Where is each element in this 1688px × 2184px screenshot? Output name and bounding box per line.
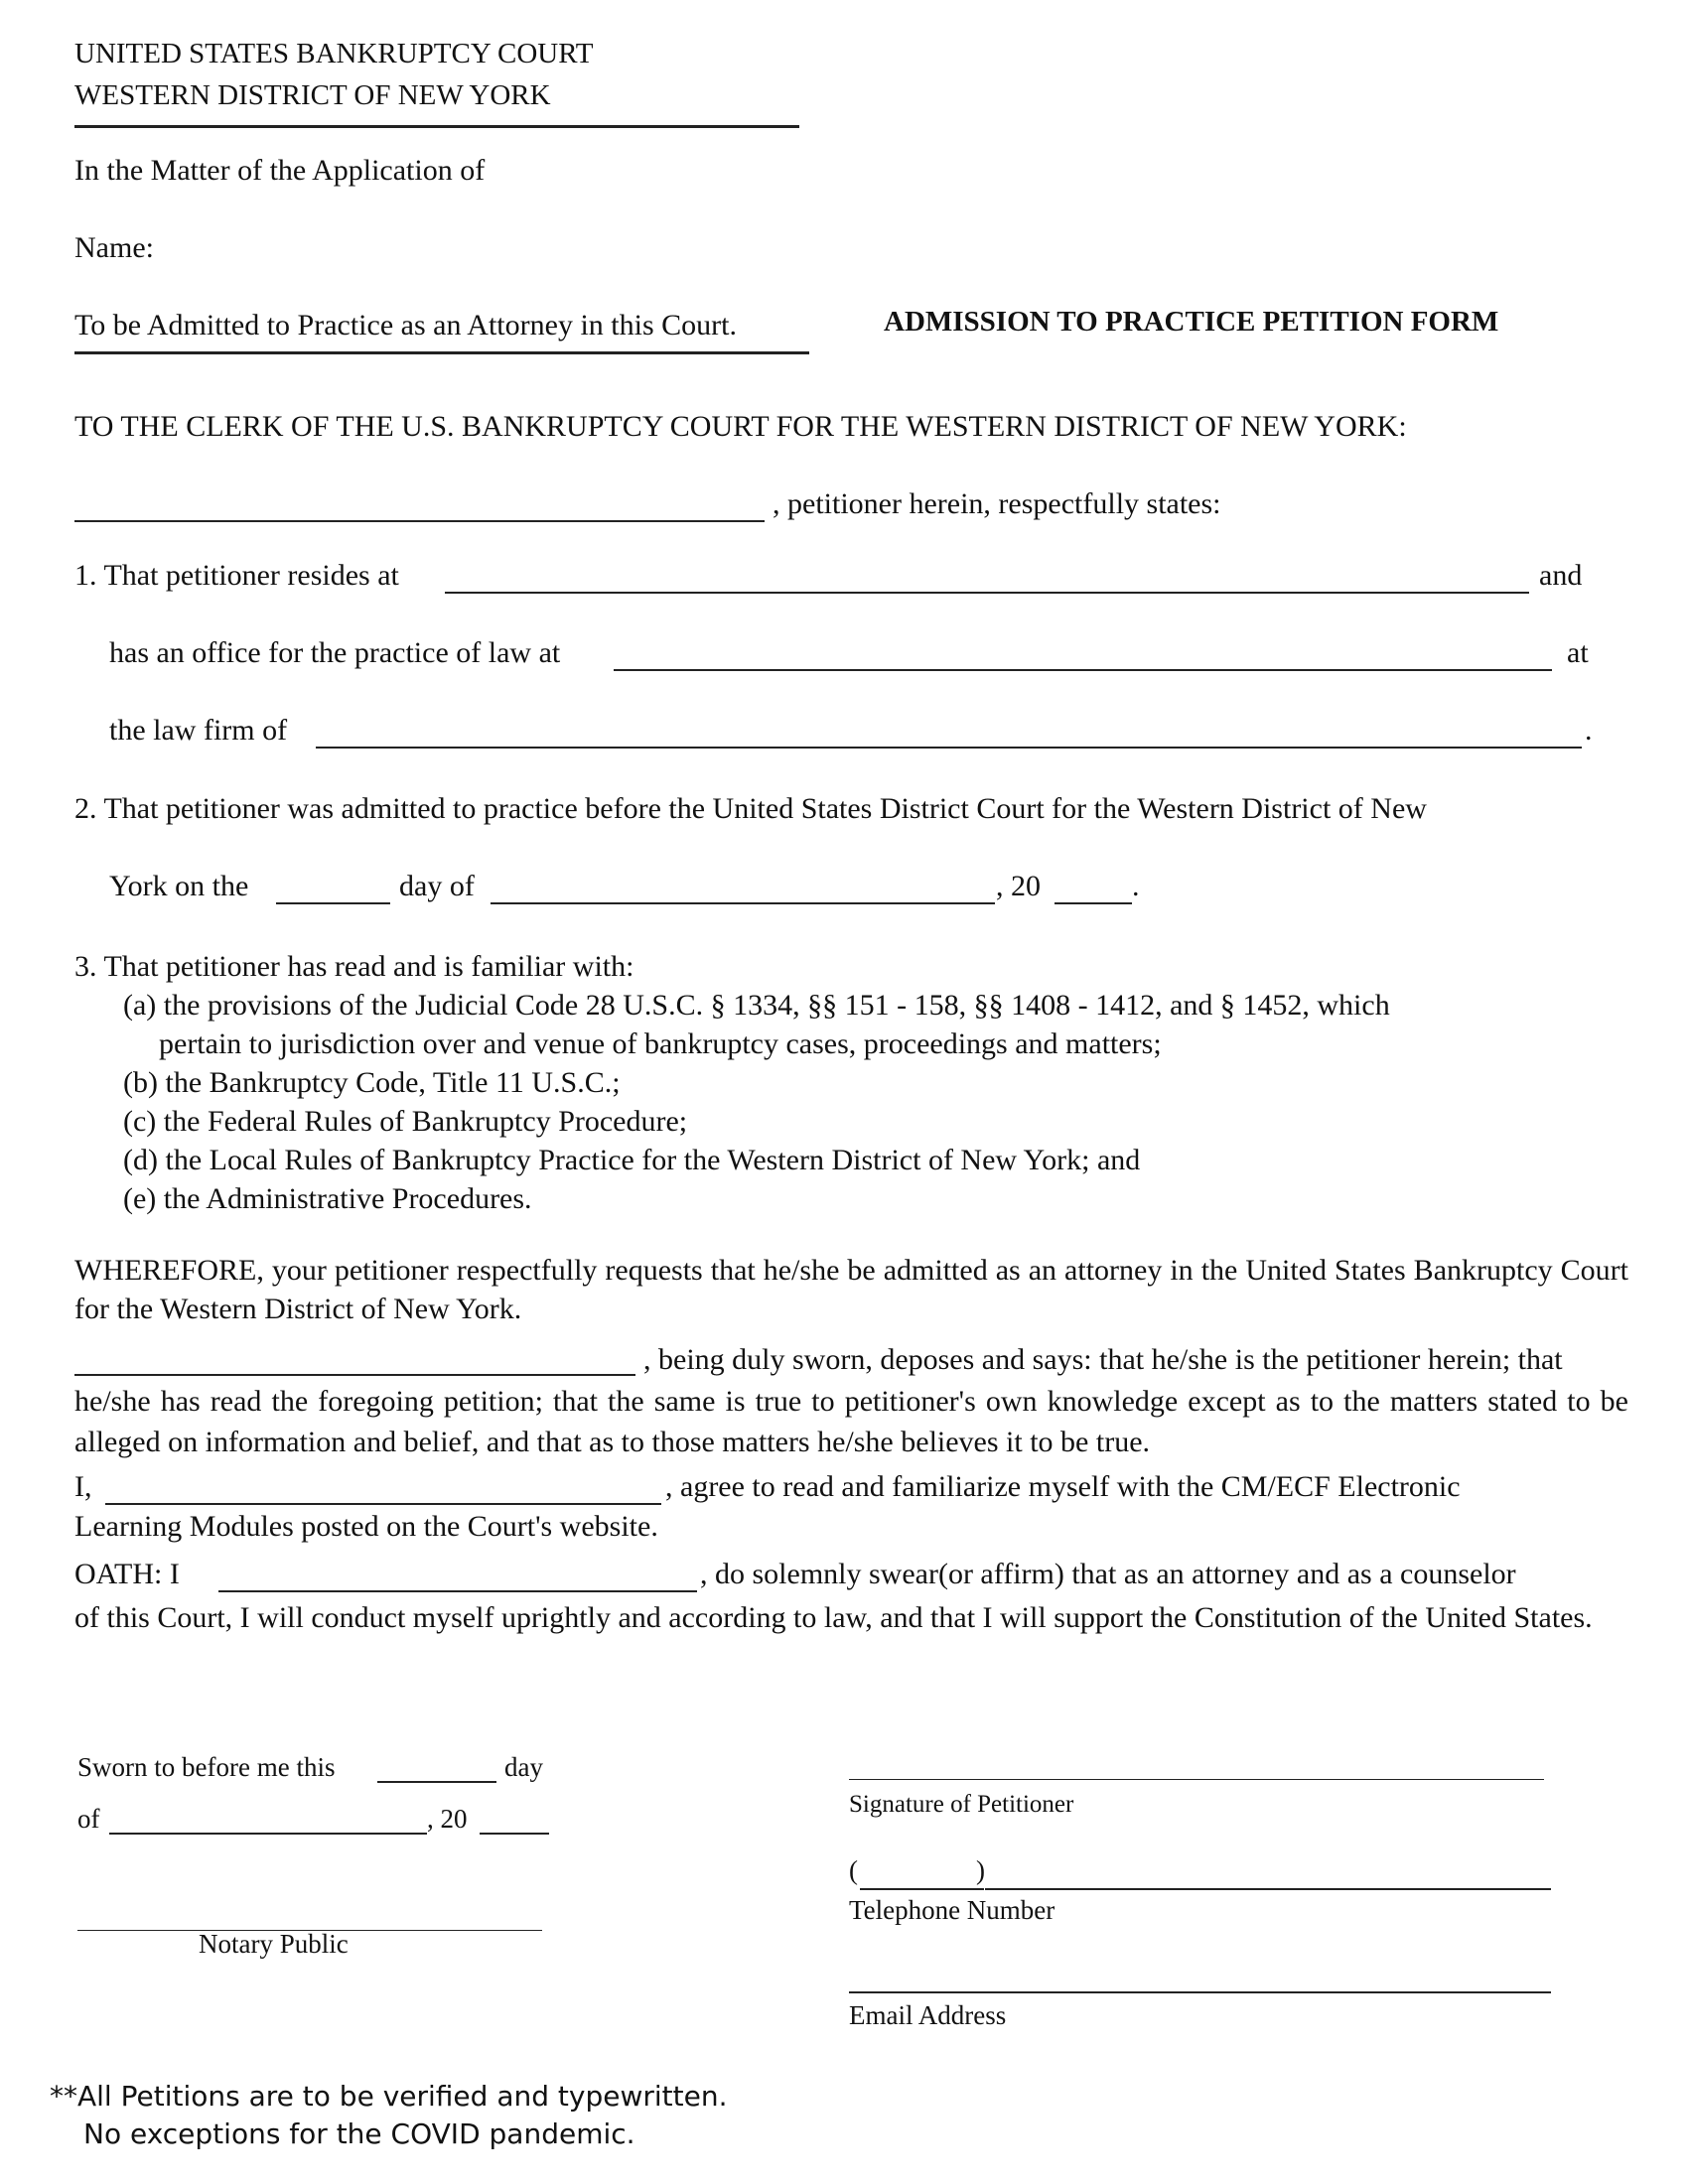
- name-label: Name:: [74, 231, 154, 264]
- admitted-text: To be Admitted to Practice as an Attorney in this Court.: [74, 309, 737, 341]
- firm-period: .: [1585, 714, 1593, 747]
- day-of-text: day of: [399, 870, 475, 902]
- telephone-field[interactable]: [985, 1886, 1551, 1890]
- list-item: (c) the Federal Rules of Bankruptcy Procedure;: [123, 1105, 688, 1138]
- deponent-name-field[interactable]: [74, 1372, 635, 1376]
- phone-close-paren: ): [976, 1855, 985, 1885]
- office-address-field[interactable]: [614, 667, 1552, 671]
- sworn-before-me: Sworn to before me this: [77, 1752, 336, 1782]
- para2-period: .: [1132, 870, 1140, 902]
- oath-name-field[interactable]: [218, 1588, 697, 1592]
- matter-text: In the Matter of the Application of: [74, 154, 486, 187]
- admission-day-field[interactable]: [276, 900, 390, 904]
- court-district: WESTERN DISTRICT OF NEW YORK: [74, 79, 551, 111]
- firm-label: the law firm of: [109, 714, 288, 747]
- and-text: and: [1539, 559, 1583, 592]
- list-item: (d) the Local Rules of Bankruptcy Practice for the Western District of New York; and: [123, 1144, 1141, 1176]
- signature-label: Signature of Petitioner: [849, 1791, 1074, 1818]
- year-prefix-text: , 20: [996, 870, 1041, 902]
- agree-text-first: , agree to read and familiarize myself with the CM/ECF Electronic: [665, 1470, 1461, 1503]
- admitted-district-text: 2. That petitioner was admitted to practice before the United States District Court for the Western District of New: [74, 792, 1427, 825]
- notary-public-label: Notary Public: [199, 1929, 349, 1959]
- york-on-the-text: York on the: [109, 870, 249, 902]
- phone-open-paren: (: [849, 1855, 858, 1885]
- telephone-label: Telephone Number: [849, 1895, 1055, 1925]
- familiar-intro: 3. That petitioner has read and is familiar with:: [74, 950, 634, 983]
- notary-month-field[interactable]: [109, 1831, 427, 1835]
- petitioner-states: , petitioner herein, respectfully states:: [773, 487, 1221, 520]
- area-code-field[interactable]: [860, 1886, 984, 1890]
- sworn-statement-first: , being duly sworn, deposes and says: that he/she is the petitioner herein; that: [643, 1343, 1563, 1376]
- court-name: UNITED STATES BANKRUPTCY COURT: [74, 38, 594, 69]
- list-item: pertain to jurisdiction over and venue of bankruptcy cases, proceedings and matters;: [159, 1027, 1162, 1060]
- list-item: (b) the Bankruptcy Code, Title 11 U.S.C.;: [123, 1066, 621, 1099]
- resides-label: 1. That petitioner resides at: [74, 559, 399, 592]
- email-label: Email Address: [849, 2000, 1007, 2030]
- list-item: (a) the provisions of the Judicial Code 28 U.S.C. § 1334, §§ 151 - 158, §§ 1408 - 1412, and § 1452, which: [123, 989, 1390, 1022]
- admission-year-field[interactable]: [1055, 900, 1132, 904]
- residence-field[interactable]: [445, 590, 1529, 594]
- admission-month-field[interactable]: [491, 900, 995, 904]
- header-rule: [74, 123, 799, 128]
- form-title: ADMISSION TO PRACTICE PETITION FORM: [884, 306, 1499, 338]
- notary-day-field[interactable]: [377, 1779, 496, 1783]
- oath-text-rest: of this Court, I will conduct myself uprightly and according to law, and that I will support the Constitution of the United States.: [74, 1601, 1593, 1634]
- sworn-statement-rest: he/she has read the foregoing petition; that the same is true to petitioner's own knowledge except as to the matters stated to be alleged on information and belief, and that as to those matters he/she believes it to be true.: [74, 1385, 1628, 1458]
- notary-day-label: day: [504, 1752, 543, 1782]
- caption-rule: [74, 349, 809, 354]
- list-item: (e) the Administrative Procedures.: [123, 1182, 532, 1215]
- law-firm-field[interactable]: [316, 745, 1582, 749]
- notary-year-field[interactable]: [480, 1831, 549, 1835]
- oath-label: OATH: I: [74, 1558, 180, 1590]
- footer-note-line2: No exceptions for the COVID pandemic.: [83, 2117, 635, 2150]
- footer-note-line1: **All Petitions are to be verified and typewritten.: [50, 2080, 728, 2113]
- wherefore-paragraph: WHEREFORE, your petitioner respectfully requests that he/she be admitted as an attorney in the United States Bankruptcy Court for the Western District of New York.: [74, 1254, 1628, 1325]
- clerk-address-line: TO THE CLERK OF THE U.S. BANKRUPTCY COURT FOR THE WESTERN DISTRICT OF NEW YORK:: [74, 410, 1407, 443]
- at-text: at: [1567, 636, 1589, 669]
- oath-text-first: , do solemnly swear(or affirm) that as an attorney and as a counselor: [700, 1558, 1516, 1590]
- petitioner-signature-field[interactable]: [849, 1777, 1544, 1780]
- email-field[interactable]: [849, 1989, 1551, 1993]
- notary-of-label: of: [77, 1804, 100, 1834]
- office-label: has an office for the practice of law at: [109, 636, 561, 669]
- agree-name-field[interactable]: [105, 1501, 661, 1505]
- notary-year-prefix: , 20: [427, 1804, 468, 1834]
- agree-i: I,: [74, 1470, 92, 1503]
- petitioner-name-field[interactable]: [74, 518, 765, 522]
- agree-text-second: Learning Modules posted on the Court's website.: [74, 1510, 658, 1543]
